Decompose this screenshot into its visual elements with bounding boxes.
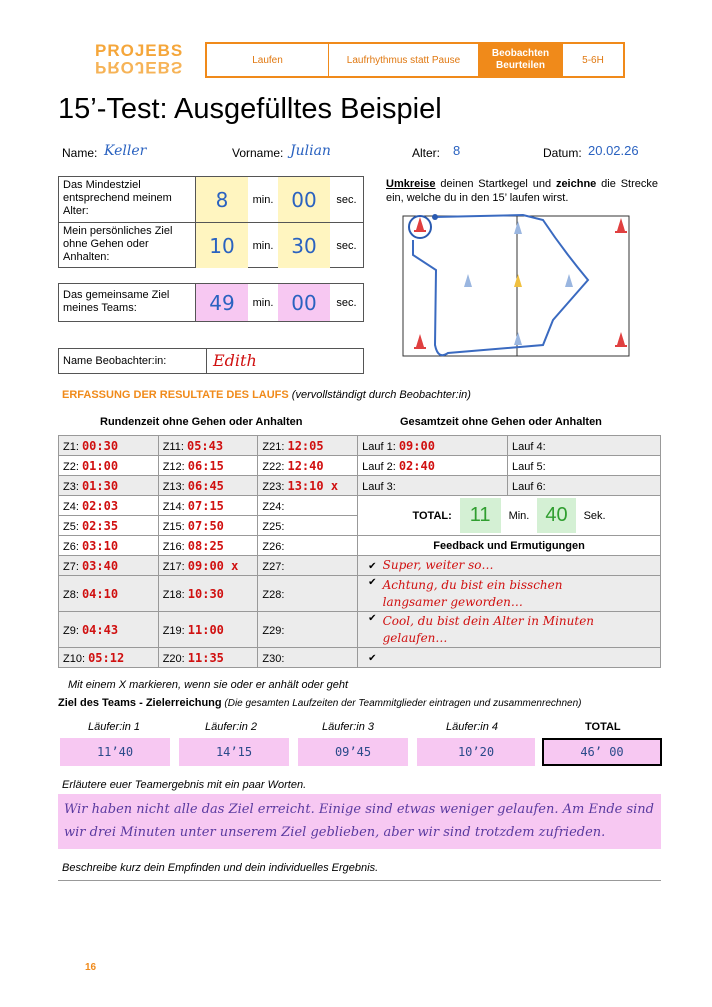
logo bbox=[95, 42, 191, 80]
lap-cell: Z4: 02:03 bbox=[59, 496, 159, 516]
table-row bbox=[59, 536, 661, 556]
explain-label: Erläutere euer Teamergebnis mit ein paar Worten. bbox=[62, 779, 307, 791]
team-value-total: 46’ 00 bbox=[542, 738, 662, 766]
pers-goal-sec: 30 bbox=[278, 223, 330, 268]
lap-cell: Z22: 12:40 bbox=[258, 456, 358, 476]
table-row bbox=[59, 456, 661, 476]
lap-cell: Z14: 07:15 bbox=[158, 496, 258, 516]
alter-label: Alter: bbox=[412, 146, 441, 160]
total-min: 11 bbox=[460, 498, 501, 533]
course-instruction bbox=[386, 177, 658, 205]
cone-yellow-icon bbox=[514, 274, 522, 287]
col-total-header: Gesamtzeit ohne Gehen oder Anhalten bbox=[400, 416, 602, 428]
lap-cell: Z11: 05:43 bbox=[158, 436, 258, 456]
vorname-label: Vorname: bbox=[232, 146, 284, 160]
observer-value: Edith bbox=[213, 351, 257, 370]
lap-cell: Z8: 04:10 bbox=[59, 576, 159, 612]
run-cell: Lauf 4: bbox=[508, 436, 661, 456]
lap-cell: Z28: bbox=[258, 576, 358, 612]
feedback-cell bbox=[358, 648, 661, 668]
observer-box bbox=[58, 348, 364, 374]
pers-goal-label: Mein persönliches Ziel ohne Gehen oder Anhalten: bbox=[59, 223, 196, 268]
lap-cell: Z20: 11:35 bbox=[158, 648, 258, 668]
lap-cell: Z9: 04:43 bbox=[59, 612, 159, 648]
lap-cell: Z24: bbox=[258, 496, 358, 516]
name-label: Name: bbox=[62, 146, 98, 160]
team-label-2: Läufer:in 2 bbox=[205, 721, 257, 733]
total-sec-unit: Sek. bbox=[583, 509, 606, 522]
lap-cell: Z18: 10:30 bbox=[158, 576, 258, 612]
alter-value: 8 bbox=[453, 143, 461, 158]
min-goal-min: 8 bbox=[196, 177, 248, 222]
min-goal-label: Das Mindestziel entsprechend meinem Alter: bbox=[59, 177, 196, 222]
lap-cell: Z6: 03:10 bbox=[59, 536, 159, 556]
lap-cell: Z3: 01:30 bbox=[59, 476, 159, 496]
run-cell: Lauf 6: bbox=[508, 476, 661, 496]
lap-cell: Z13: 06:45 bbox=[158, 476, 258, 496]
check-icon: ✔ bbox=[368, 612, 377, 624]
lap-cell: Z12: 06:15 bbox=[158, 456, 258, 476]
team-value-1: 11’40 bbox=[60, 738, 170, 766]
table-row bbox=[59, 648, 661, 668]
lap-cell: Z19: 11:00 bbox=[158, 612, 258, 648]
datum-value: 20.02.26 bbox=[588, 143, 639, 158]
run-cell: Lauf 3: bbox=[358, 476, 508, 496]
table-row bbox=[59, 496, 661, 516]
min-goal-sec: 00 bbox=[278, 177, 330, 222]
table-row bbox=[59, 436, 661, 456]
team-value-3: 09’45 bbox=[298, 738, 408, 766]
header-bar bbox=[205, 42, 625, 78]
feedback-cell: ✔ Cool, du bist dein Alter in Minuten gelaufen… bbox=[358, 612, 661, 648]
lap-cell: Z25: bbox=[258, 516, 358, 536]
feedback-cell: ✔ Super, weiter so… bbox=[358, 556, 661, 576]
team-label-4: Läufer:in 4 bbox=[446, 721, 498, 733]
lap-cell: Z1: 00:30 bbox=[59, 436, 159, 456]
sec-unit: sec. bbox=[336, 296, 357, 309]
table-note: Mit einem X markieren, wenn sie oder er anhält oder geht bbox=[68, 679, 349, 691]
cone-red-icon bbox=[414, 334, 426, 349]
section-title bbox=[62, 389, 471, 401]
instruction-underline: Umkreise bbox=[386, 178, 436, 190]
table-row bbox=[59, 476, 661, 496]
team-value-4: 10’20 bbox=[417, 738, 535, 766]
section-title-text: ERFASSUNG DER RESULTATE DES LAUFS bbox=[62, 389, 289, 401]
logo-text-top: PROJEBS bbox=[95, 41, 184, 60]
check-icon: ✔ bbox=[368, 561, 377, 572]
lap-cell: Z5: 02:35 bbox=[59, 516, 159, 536]
header-cell-topic: Laufrhythmus statt Pause bbox=[329, 44, 479, 76]
observer-label: Name Beobachter:in: bbox=[59, 349, 207, 373]
table-row bbox=[59, 612, 661, 648]
team-section-title bbox=[58, 697, 581, 709]
team-label-1: Läufer:in 1 bbox=[88, 721, 140, 733]
team-label-3: Läufer:in 3 bbox=[322, 721, 374, 733]
name-value: Keller bbox=[104, 143, 147, 159]
team-goal-min: 49 bbox=[196, 284, 248, 321]
lap-cell: Z15: 07:50 bbox=[158, 516, 258, 536]
cone-red-icon bbox=[414, 217, 426, 232]
header-cell-level: 5-6H bbox=[582, 54, 604, 66]
table-row bbox=[59, 556, 661, 576]
results-table bbox=[58, 435, 661, 668]
min-unit: min. bbox=[252, 239, 274, 252]
cone-blue-icon bbox=[514, 332, 522, 345]
feedback-title: Feedback und Ermutigungen bbox=[358, 536, 661, 556]
cone-red-icon bbox=[615, 332, 627, 347]
sec-unit: sec. bbox=[336, 239, 357, 252]
feedback-cell: ✔ Achtung, du bist ein bisschen langsamer geworden… bbox=[358, 576, 661, 612]
cone-blue-icon bbox=[514, 221, 522, 234]
describe-label: Beschreibe kurz dein Empfinden und dein individuelles Ergebnis. bbox=[62, 862, 379, 874]
cone-blue-icon bbox=[565, 274, 573, 287]
explain-text: Wir haben nicht alle das Ziel erreicht. Einige sind etwas weniger gelaufen. Am Ende sind wir drei Minuten unter unserem Ziel geblieben, aber wir sind trotzdem zufrieden. bbox=[58, 794, 661, 849]
datum-label: Datum: bbox=[543, 146, 582, 160]
describe-line bbox=[58, 880, 661, 881]
lap-cell: Z17: 09:00 x bbox=[158, 556, 258, 576]
instruction-text-1: deinen Startkegel und bbox=[435, 178, 556, 190]
total-min-unit: Min. bbox=[508, 509, 530, 522]
table-row bbox=[59, 576, 661, 612]
lap-cell: Z30: bbox=[258, 648, 358, 668]
team-label-total: TOTAL bbox=[585, 721, 621, 733]
team-value-2: 14’15 bbox=[179, 738, 289, 766]
section-note: (vervollständigt durch Beobachter:in) bbox=[288, 389, 471, 401]
logo-text-bottom: PROJEBS bbox=[95, 58, 184, 77]
lap-cell: Z27: bbox=[258, 556, 358, 576]
team-goal-label: Das gemeinsame Ziel meines Teams: bbox=[59, 284, 196, 321]
sec-unit: sec. bbox=[336, 193, 357, 206]
page-title: 15’-Test: Ausgefülltes Beispiel bbox=[58, 93, 442, 125]
lap-cell: Z10: 05:12 bbox=[59, 648, 159, 668]
run-cell: Lauf 5: bbox=[508, 456, 661, 476]
col-laps-header: Rundenzeit ohne Gehen oder Anhalten bbox=[100, 416, 303, 428]
run-cell: Lauf 1: 09:00 bbox=[358, 436, 508, 456]
lap-cell: Z23: 13:10 x bbox=[258, 476, 358, 496]
check-icon: ✔ bbox=[368, 576, 377, 588]
lap-cell: Z2: 01:00 bbox=[59, 456, 159, 476]
lap-cell: Z26: bbox=[258, 536, 358, 556]
goals-box bbox=[58, 176, 364, 268]
min-unit: min. bbox=[252, 296, 274, 309]
pers-goal-min: 10 bbox=[196, 223, 248, 268]
team-title-note: (Die gesamten Laufzeiten der Teammitglieder eintragen und zusammenrechnen) bbox=[221, 698, 582, 709]
instruction-bold: zeichne bbox=[555, 178, 597, 190]
check-icon: ✔ bbox=[368, 653, 377, 664]
lap-cell: Z21: 12:05 bbox=[258, 436, 358, 456]
lap-cell: Z16: 08:25 bbox=[158, 536, 258, 556]
cone-red-icon bbox=[615, 218, 627, 233]
header-cell-discipline: Laufen bbox=[207, 44, 329, 76]
team-title: Ziel des Teams - Zielerreichung bbox=[58, 697, 222, 709]
page-number: 16 bbox=[85, 962, 97, 973]
team-goal-box bbox=[58, 283, 364, 322]
total-label: TOTAL: bbox=[412, 509, 452, 522]
cone-blue-icon bbox=[464, 274, 472, 287]
header-cell-active: Beobachten Beurteilen bbox=[479, 44, 563, 76]
vorname-value: Julian bbox=[290, 143, 331, 159]
min-unit: min. bbox=[252, 193, 274, 206]
total-sec: 40 bbox=[537, 498, 575, 533]
lap-cell: Z29: bbox=[258, 612, 358, 648]
total-cell bbox=[358, 496, 661, 536]
lap-cell: Z7: 03:40 bbox=[59, 556, 159, 576]
instruction-text-2: die Strecke ein, welche du in den 15’ laufen wirst. bbox=[386, 178, 658, 204]
run-cell: Lauf 2: 02:40 bbox=[358, 456, 508, 476]
course-diagram bbox=[393, 210, 643, 365]
team-goal-sec: 00 bbox=[278, 284, 330, 321]
